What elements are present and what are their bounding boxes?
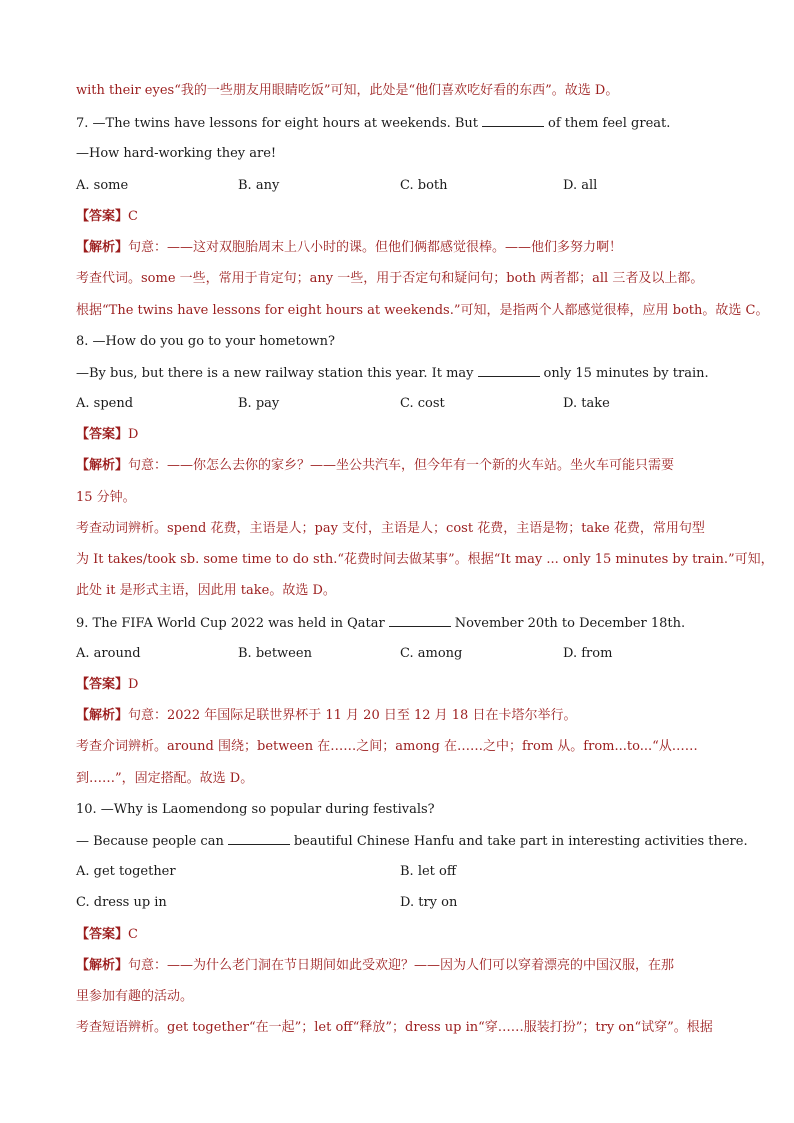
option-c: C. both [400,178,448,193]
answer-line [76,926,138,944]
option-a: A. spend [76,396,134,411]
answer-blank [478,364,540,377]
explanation-line: 【解析】句意：——为什么老门洞在节日期间如此受欢迎？——因为人们可以穿着漂亮的中国汉服，在那 [76,958,675,973]
explanation-text: 考查介词辨析。around 围绕；between 在……之间；among 在……之中；from 从。from...to...“从…… [76,739,698,754]
option-a: A. around [76,646,141,661]
answer-value: D [128,677,139,692]
option-c: C. among [400,646,463,661]
explanation-tag: 【解析】 [76,458,129,473]
text-line: with their eyes“我的一些朋友用眼睛吃饭”可知，此处是“他们喜欢吃好看的东西”。故选 D。 [76,83,619,98]
answer-tag: 【答案】 [76,927,129,942]
option-b: B. pay [238,396,280,411]
explanation-line: 【解析】句意：——你怎么去你的家乡？——坐公共汽车，但今年有一个新的火车站。坐火车可能只需要 [76,458,675,473]
question-10-reply: — Because people can beautiful Chinese Hanfu and take part in interesting activities there. [76,834,748,849]
answer-value: D [128,427,139,442]
question-10: 10. —Why is Laomendong so popular during festivals? [76,802,435,817]
explanation-text: 到……”，固定搭配。故选 D。 [76,771,254,786]
question-9: 9. The FIFA World Cup 2022 was held in Qatar November 20th to December 18th. [76,616,686,631]
option-c: C. cost [400,396,445,411]
answer-tag: 【答案】 [76,677,129,692]
option-b: B. between [238,646,312,661]
explanation-text: 为 It takes/took sb. some time to do sth.“花费时间去做某事”。根据“It may ... only 15 minutes by train.”可知， [76,552,774,567]
explanation-text: 考查动词辨析。spend 花费，主语是人；pay 支付，主语是人；cost 花费，主语是物；take 花费，常用句型 [76,521,705,536]
explanation-text: 考查代词。some 一些，常用于肯定句；any 一些，用于否定句和疑问句；both 两者都；all 三者及以上都。 [76,271,704,286]
option-a: A. get together [76,864,176,879]
answer-line [76,208,138,226]
answer-tag: 【答案】 [76,209,129,224]
answer-line [76,676,138,694]
explanation-text: 此处 it 是形式主语，因此用 take。故选 D。 [76,583,336,598]
answer-value: C [128,927,138,942]
option-a: A. some [76,178,129,193]
answer-blank [228,832,290,845]
question-8-reply: —By bus, but there is a new railway station this year. It may only 15 minutes by train. [76,366,709,381]
explanation-line: 【解析】句意：2022 年国际足联世界杯于 11 月 20 日至 12 月 18 日在卡塔尔举行。 [76,708,577,723]
question-7: 7. —The twins have lessons for eight hours at weekends. But of them feel great. [76,116,671,131]
explanation-text: 考查短语辨析。get together“在一起”；let off“释放”；dress up in“穿……服装打扮”；try on“试穿”。根据 [76,1020,713,1035]
explanation-text: 里参加有趣的活动。 [76,989,194,1004]
option-d: D. all [563,178,598,193]
answer-line [76,426,138,444]
option-d: D. from [563,646,613,661]
explanation-text: 根据“The twins have lessons for eight hours at weekends.”可知，是指两个人都感觉很棒，应用 both。故选 C。 [76,303,769,318]
question-8: 8. —How do you go to your hometown? [76,334,336,349]
option-b: B. let off [400,864,457,879]
answer-value: C [128,209,138,224]
answer-tag: 【答案】 [76,427,129,442]
explanation-text: 15 分钟。 [76,490,136,505]
option-d: D. try on [400,895,458,910]
explanation-tag: 【解析】 [76,708,129,723]
answer-blank [389,614,451,627]
option-b: B. any [238,178,280,193]
explanation-tag: 【解析】 [76,240,129,255]
answer-blank [482,114,544,127]
option-d: D. take [563,396,610,411]
option-c: C. dress up in [76,895,167,910]
question-7-reply: —How hard-working they are! [76,146,277,161]
explanation-tag: 【解析】 [76,958,129,973]
explanation-line: 【解析】句意：——这对双胞胎周末上八小时的课。但他们俩都感觉很棒。——他们多努力啊！ [76,240,623,255]
